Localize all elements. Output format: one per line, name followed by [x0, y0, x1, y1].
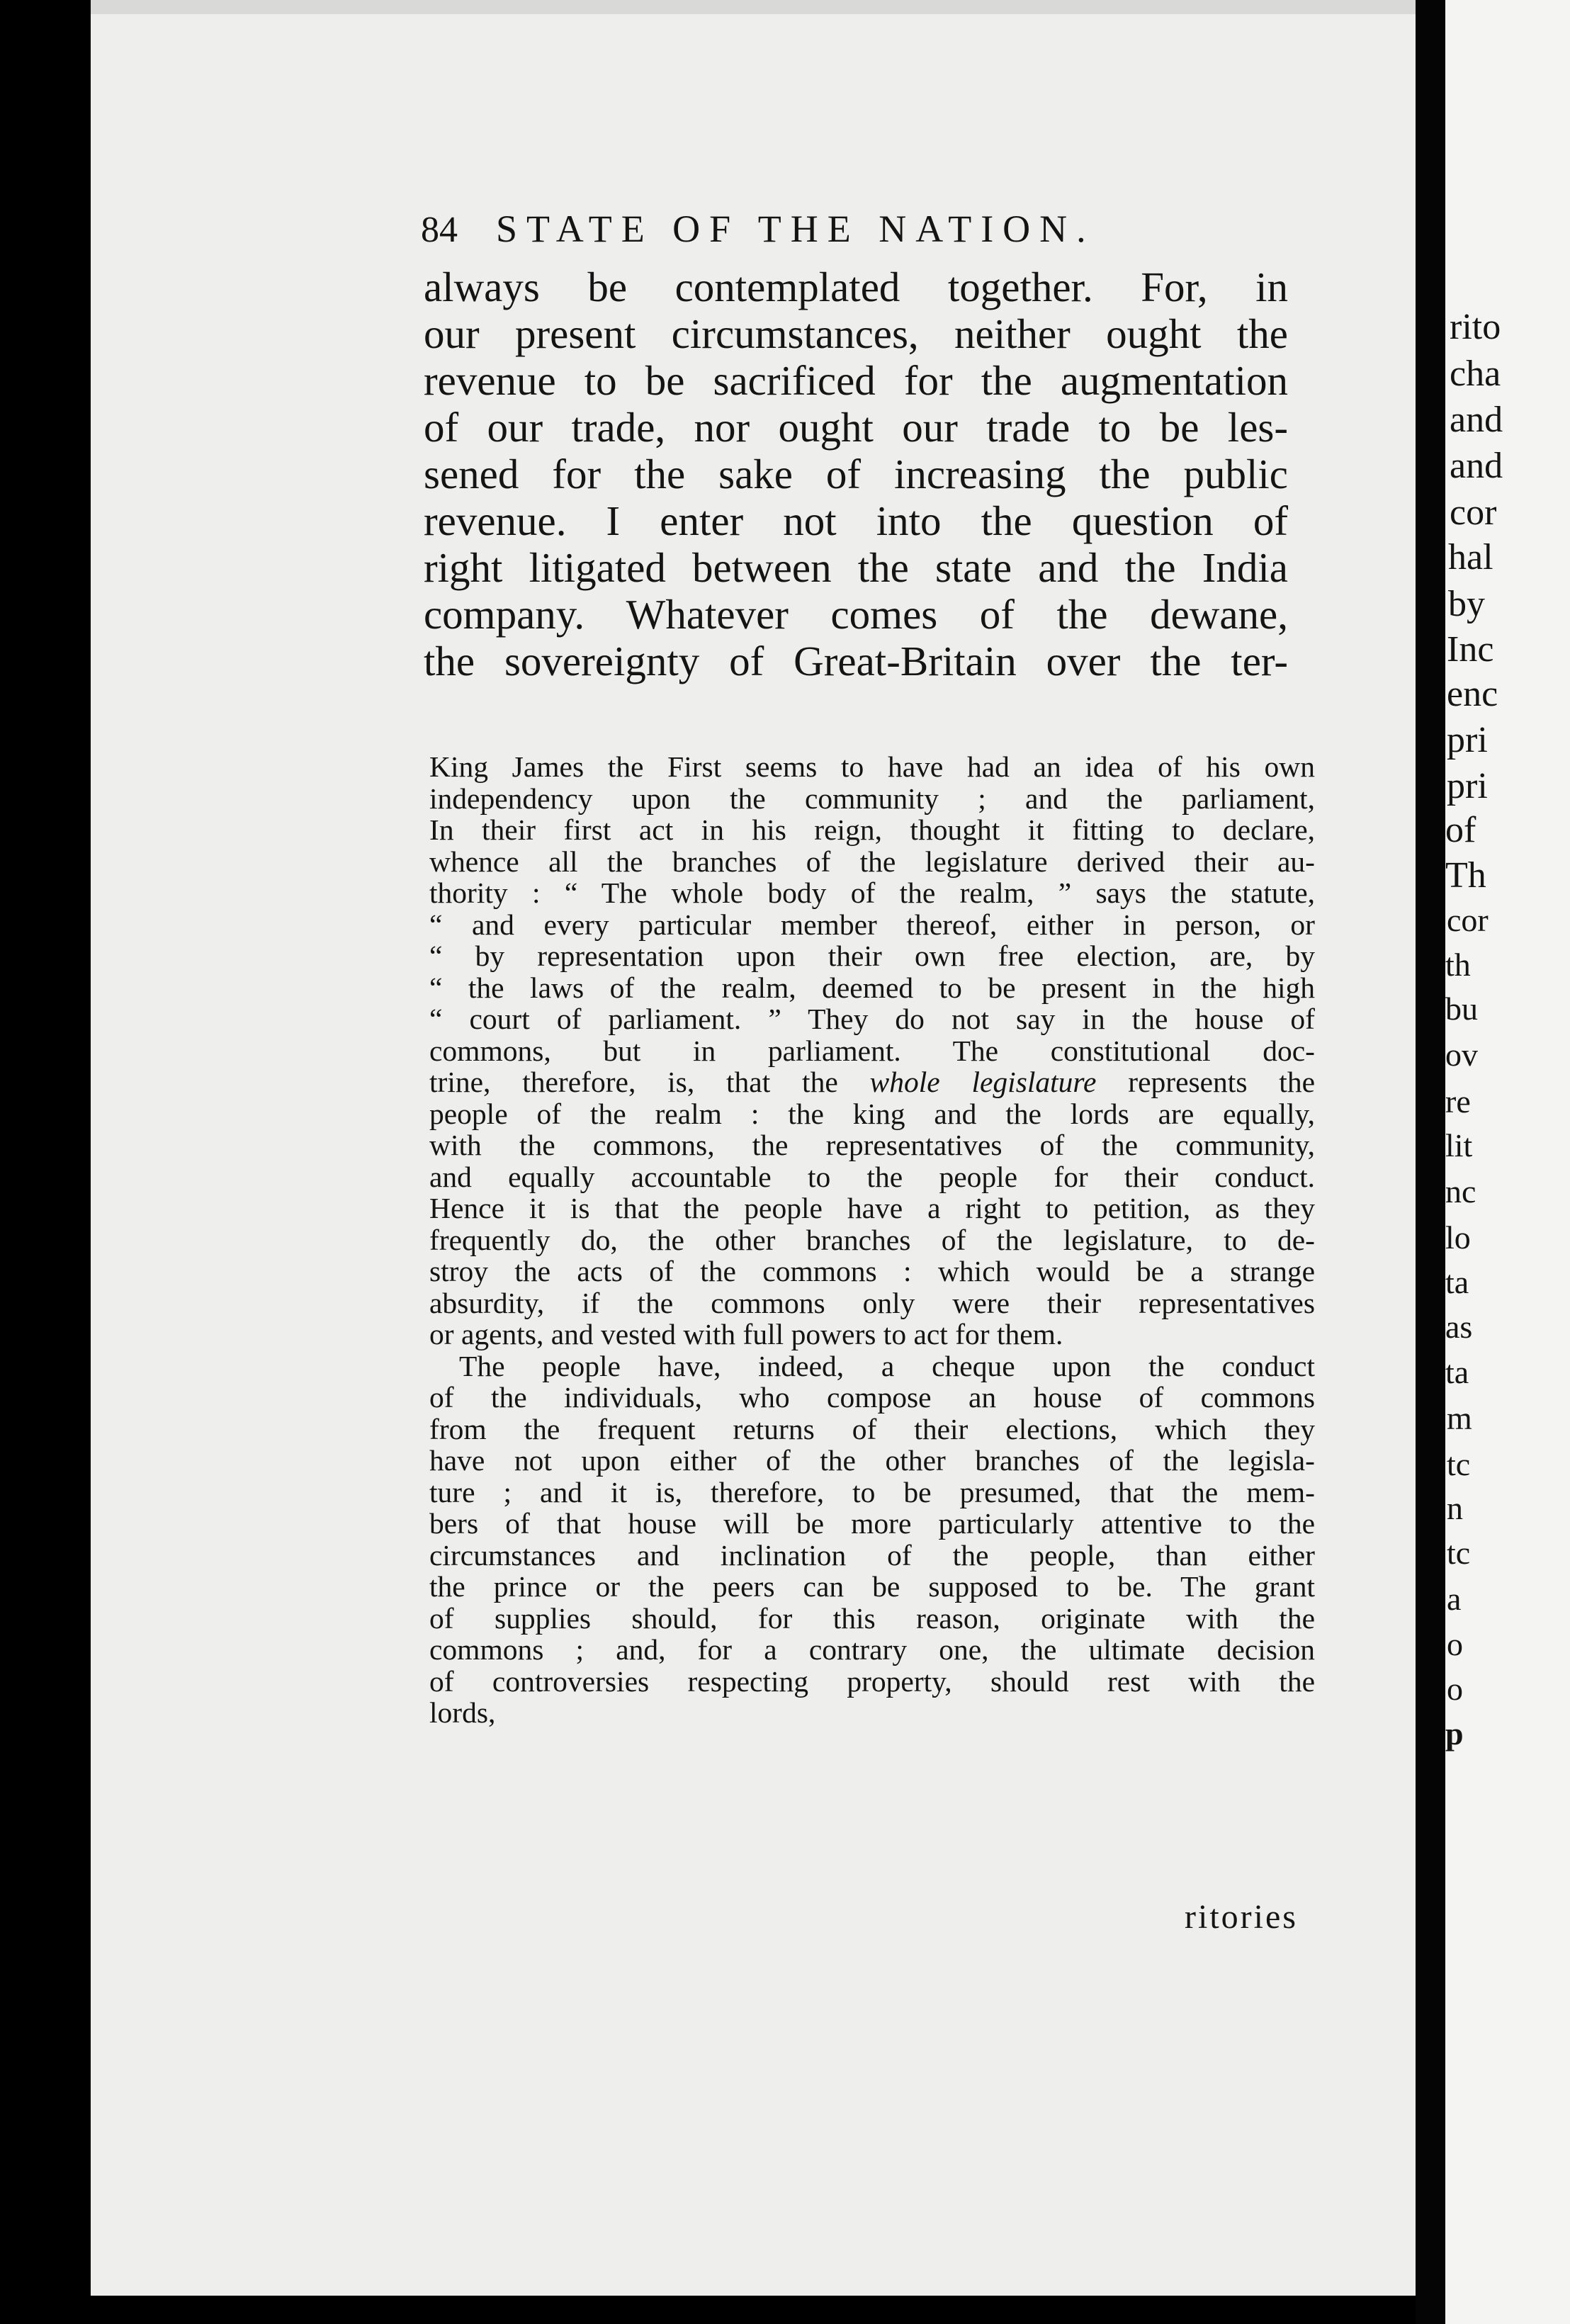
- main-text-line: always be contemplated together. For, in: [424, 264, 1288, 310]
- footnote-line: thority : “ The whole body of the realm, ” says the statute,: [429, 876, 1315, 909]
- right-page-fragment: cha: [1450, 354, 1501, 394]
- main-text-line: revenue to be sacrificed for the augmentation: [424, 357, 1288, 404]
- right-page-fragment: ov: [1445, 1037, 1478, 1073]
- footnote-line: lords,: [429, 1696, 496, 1729]
- right-page-fragment: Th: [1445, 855, 1486, 896]
- right-page-fragment: cor: [1447, 902, 1489, 938]
- right-page-fragment: pri: [1447, 766, 1488, 806]
- footnote-line: circumstances and inclination of the people, than either: [429, 1538, 1315, 1572]
- right-page-fragment: as: [1445, 1309, 1473, 1345]
- right-page-fragment: Inc: [1447, 629, 1494, 670]
- right-page-fragment: p: [1445, 1715, 1464, 1752]
- footnote-line: with the commons, the representatives of the community,: [429, 1129, 1315, 1161]
- footnote-line: the prince or the peers can be supposed to be. The grant: [429, 1570, 1315, 1603]
- footnote-line: “ by representation upon their own free election, are, by: [429, 940, 1315, 972]
- right-page-fragment: tc: [1447, 1446, 1471, 1482]
- footnote-line: of the individuals, who compose an house of commons: [429, 1381, 1315, 1414]
- right-page-fragment: ta: [1445, 1264, 1469, 1300]
- right-page-fragment: hal: [1448, 537, 1493, 577]
- right-page-fragment: tc: [1447, 1535, 1471, 1571]
- right-page-text-fragments: [1445, 0, 1570, 2324]
- footnote-line: stroy the acts of the commons : which would be a strange: [429, 1255, 1315, 1287]
- right-page-fragment: lit: [1445, 1127, 1473, 1163]
- book-gutter: [1416, 0, 1445, 2324]
- footnote-block: [429, 751, 1315, 1729]
- main-text-line: company. Whatever comes of the dewane,: [424, 591, 1288, 638]
- footnote-line: commons ; and, for a contrary one, the ultimate decision: [429, 1633, 1315, 1666]
- running-head: [421, 207, 1271, 264]
- footnote-line: whence all the branches of the legislature derived their au-: [429, 845, 1315, 878]
- right-page-fragment: o: [1447, 1671, 1463, 1707]
- footnote-line: “ the laws of the realm, deemed to be present in the high: [429, 971, 1315, 1004]
- page-number: 84: [421, 210, 458, 250]
- right-page-fragment: m: [1447, 1400, 1472, 1436]
- right-page-fragment: n: [1447, 1490, 1463, 1526]
- main-text-block: [424, 264, 1288, 684]
- running-title: STATE OF THE NATION.: [496, 208, 1095, 250]
- footnote-line: absurdity, if the commons only were their representatives: [429, 1286, 1315, 1319]
- footnote-line: of supplies should, for this reason, originate with the: [429, 1601, 1315, 1635]
- main-text-line: right litigated between the state and the India: [424, 544, 1288, 591]
- right-page-fragment: and: [1450, 446, 1503, 486]
- right-page-fragment: a: [1447, 1581, 1462, 1617]
- footnote-line: ture ; and it is, therefore, to be presumed, that the mem-: [429, 1475, 1315, 1508]
- footnote-line: commons, but in parliament. The constitutional doc-: [429, 1034, 1315, 1067]
- main-text-line: our present circumstances, neither ought the: [424, 310, 1288, 357]
- right-page-fragment: pri: [1447, 720, 1488, 760]
- main-text-line: of our trade, nor ought our trade to be les-: [424, 404, 1288, 451]
- right-page-fragment: by: [1448, 584, 1485, 624]
- emphasis-text: whole legislature: [869, 1066, 1097, 1098]
- right-page-fragment: ta: [1445, 1354, 1469, 1390]
- right-page-fragment: lo: [1445, 1219, 1471, 1256]
- footnote-line: and equally accountable to the people for their conduct.: [429, 1160, 1315, 1193]
- catchword: ritories: [1185, 1898, 1298, 1936]
- right-page-fragment: cor: [1450, 492, 1497, 533]
- page-edge: [91, 0, 1416, 14]
- right-page-fragment: rito: [1450, 307, 1501, 347]
- main-text-line: revenue. I enter not into the question of: [424, 497, 1288, 544]
- right-page-fragment: enc: [1447, 674, 1498, 714]
- footnote-line: “ and every particular member thereof, either in person, or: [429, 908, 1315, 941]
- footnote-line: people of the realm : the king and the lords are equally,: [429, 1097, 1315, 1130]
- footnote-line: King James the First seems to have had an idea of his own: [429, 750, 1315, 783]
- footnote-line: frequently do, the other branches of the legislature, to de-: [429, 1223, 1315, 1256]
- main-text-line: sened for the sake of increasing the public: [424, 451, 1288, 497]
- footnote-line: “ court of parliament. ” They do not say in the house of: [429, 1003, 1315, 1035]
- footnote-line: from the frequent returns of their elections, which they: [429, 1412, 1315, 1445]
- right-page-fragment: of: [1445, 810, 1476, 850]
- footnote-line: trine, therefore, is, that the whole legislature represents the: [429, 1066, 1315, 1098]
- right-page: [1445, 0, 1570, 2324]
- footnote-line: The people have, indeed, a cheque upon the conduct: [459, 1349, 1315, 1382]
- right-page-fragment: bu: [1445, 991, 1478, 1027]
- footnote-line: independency upon the community ; and the parliament,: [429, 782, 1315, 815]
- footnote-line: Hence it is that the people have a right to petition, as they: [429, 1192, 1315, 1224]
- footnote-line: bers of that house will be more particularly attentive to the: [429, 1507, 1315, 1540]
- footnote-line: In their first act in his reign, thought it fitting to declare,: [429, 813, 1315, 846]
- right-page-fragment: th: [1445, 947, 1471, 983]
- footnote-line: or agents, and vested with full powers to act for them.: [429, 1318, 1063, 1350]
- right-page-fragment: and: [1450, 400, 1503, 440]
- right-page-fragment: re: [1445, 1083, 1471, 1119]
- footnote-line: have not upon either of the other branches of the legisla-: [429, 1444, 1315, 1477]
- right-page-fragment: nc: [1445, 1173, 1476, 1209]
- main-text-line: the sovereignty of Great-Britain over the ter-: [424, 638, 1288, 684]
- footnote-line: of controversies respecting property, should rest with the: [429, 1664, 1315, 1698]
- right-page-fragment: o: [1447, 1626, 1463, 1662]
